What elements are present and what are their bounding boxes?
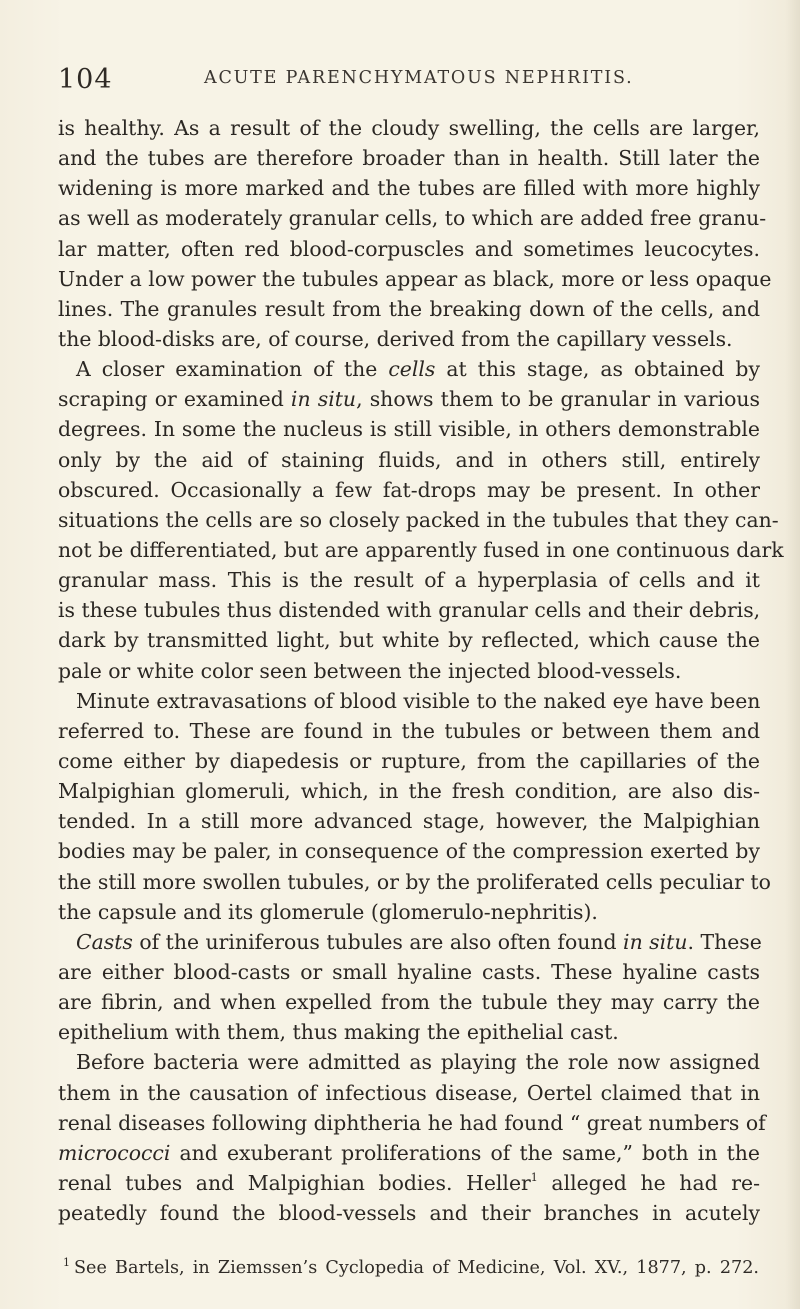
text-line — [58, 656, 760, 686]
text-line — [58, 806, 760, 836]
footnote-reference: 1 — [530, 1170, 538, 1184]
text-line — [58, 414, 760, 444]
line-text: scraping or examined — [58, 387, 291, 412]
text-line — [58, 867, 771, 897]
page-number: 104 — [58, 64, 113, 95]
text-line — [58, 203, 767, 233]
line-text: , shows them to be granular in various — [356, 387, 760, 412]
text-line — [58, 625, 760, 655]
text-line — [58, 535, 784, 565]
line-text: obscured. Occasionally a few fat-drops may be present. In other — [58, 477, 760, 502]
line-text: granular mass. This is the result of a hyperplasia of cells and it — [58, 568, 760, 593]
text-line — [58, 505, 779, 535]
text-line — [58, 716, 760, 746]
text-line — [58, 776, 760, 806]
line-text: come either by diapedesis or rupture, from the capillaries of the — [58, 748, 760, 773]
line-text: of the uriniferous tubules are also often found — [132, 929, 624, 954]
text-line — [58, 927, 760, 957]
line-text: are either blood-casts or small hyaline casts. These hyaline casts — [58, 959, 760, 984]
italic-text: Casts — [76, 929, 133, 954]
running-head — [58, 58, 758, 98]
line-text: A closer examination of the — [76, 357, 389, 382]
text-line — [58, 1108, 766, 1138]
text-line — [58, 475, 760, 505]
line-text: and exuberant proliferations of the same,” both in the — [170, 1140, 760, 1165]
text-line — [58, 1168, 760, 1198]
line-text: degrees. In some the nucleus is still visible, in others demonstrable — [58, 417, 760, 442]
line-text: bodies may be paler, in consequence of the compression exerted by — [58, 839, 760, 864]
line-text: . These — [687, 929, 762, 954]
footnote-mark: 1 — [63, 1256, 70, 1269]
text-line — [58, 1198, 760, 1228]
line-text: peatedly found the blood-vessels and their branches in acutely — [58, 1201, 760, 1226]
text-line — [58, 1017, 760, 1047]
text-line — [58, 746, 760, 776]
italic-text: micrococci — [58, 1140, 171, 1165]
line-text: the still more swollen tubules, or by the proliferated cells peculiar to — [58, 869, 771, 894]
text-line — [58, 957, 760, 987]
line-text: referred to. These are found in the tubules or between them and — [58, 718, 760, 743]
line-text: is these tubules thus distended with granular cells and their debris, — [58, 598, 761, 623]
text-line — [58, 1078, 760, 1108]
text-line — [58, 836, 760, 866]
line-text: tended. In a still more advanced stage, however, the Malpighian — [58, 809, 760, 834]
line-text: the capsule and its glomerule (glomerulo-nephritis). — [58, 899, 598, 924]
text-line — [58, 1138, 760, 1168]
body-text — [58, 113, 784, 1228]
text-line — [58, 173, 760, 203]
line-text: not be differentiated, but are apparently fused in one continuous dark — [58, 537, 784, 562]
italic-text: in situ — [290, 387, 357, 412]
line-text: is healthy. As a result of the cloudy swelling, the cells are larger, — [58, 116, 760, 140]
text-line — [58, 445, 760, 475]
line-text: Minute extravasations of blood visible to the naked eye have been — [76, 688, 761, 713]
text-line — [58, 324, 760, 354]
page-edge-shading — [786, 0, 800, 1309]
line-text: lar matter, often red blood-corpuscles and sometimes leucocytes. — [58, 236, 760, 261]
line-text: at this stage, as obtained by — [435, 357, 760, 382]
text-line — [58, 113, 760, 143]
line-text: Before bacteria were admitted as playing the role now assigned — [76, 1050, 760, 1075]
text-line — [58, 1047, 760, 1077]
footnote-text: See Bartels, in Ziemssen’s Cyclopedia of Medicine, Vol. XV., 1877, p. 272. — [74, 1258, 759, 1278]
text-line — [58, 143, 760, 173]
text-line — [58, 294, 760, 324]
line-text: situations the cells are so closely packed in the tubules that they can- — [58, 507, 779, 532]
italic-text: in situ — [623, 929, 688, 954]
line-text: dark by transmitted light, but white by reflected, which cause the — [58, 628, 760, 653]
line-text: as well as moderately granular cells, to which are added free granu- — [58, 206, 767, 231]
text-line — [58, 565, 760, 595]
text-line — [58, 897, 760, 927]
line-text: alleged he had re- — [537, 1170, 760, 1195]
text-line — [58, 595, 760, 625]
line-text: and the tubes are therefore broader than in health. Still later the — [58, 146, 760, 171]
text-line — [58, 987, 760, 1017]
running-title: ACUTE PARENCHYMATOUS NEPHRITIS. — [204, 68, 634, 88]
line-text: lines. The granules result from the breaking down of the cells, and — [58, 296, 760, 321]
line-text: the blood-disks are, of course, derived from the capillary vessels. — [58, 326, 733, 351]
line-text: epithelium with them, thus making the epithelial cast. — [58, 1020, 619, 1045]
line-text: them in the causation of infectious disease, Oertel claimed that in — [58, 1080, 760, 1105]
line-text: only by the aid of staining fluids, and in others still, entirely — [58, 447, 760, 472]
line-text: renal tubes and Malpighian bodies. Heller — [58, 1170, 531, 1195]
line-text: widening is more marked and the tubes are filled with more highly — [58, 176, 760, 201]
line-text: renal diseases following diphtheria he had found “ great numbers of — [58, 1110, 766, 1135]
text-line — [58, 354, 760, 384]
line-text: pale or white color seen between the injected blood-vessels. — [58, 658, 682, 683]
text-line — [58, 686, 760, 716]
line-text: Malpighian glomeruli, which, in the fresh condition, are also dis- — [58, 779, 760, 804]
line-text: Under a low power the tubules appear as black, more or less opaque — [58, 266, 772, 291]
text-line — [58, 384, 760, 414]
text-line — [58, 234, 760, 264]
text-line — [58, 264, 772, 294]
italic-text: cells — [388, 357, 436, 382]
line-text: are fibrin, and when expelled from the tubule they may carry the — [58, 990, 760, 1015]
footnote — [63, 1251, 759, 1280]
